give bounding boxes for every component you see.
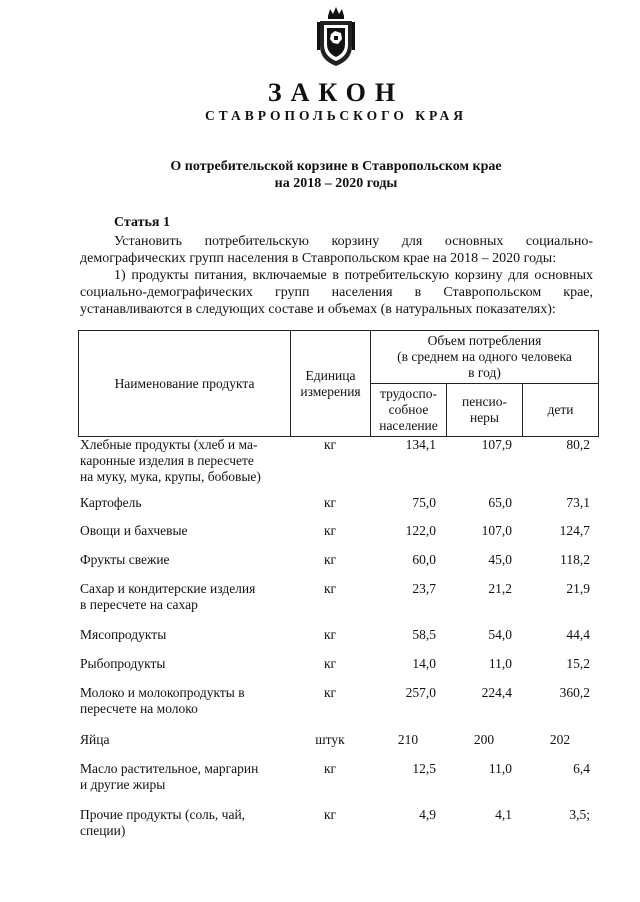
- children-value: 118,2: [560, 552, 590, 567]
- table-row: [78, 656, 598, 672]
- product-name: [78, 807, 290, 839]
- children-value: 202: [549, 732, 571, 747]
- children-value: 6,4: [573, 761, 590, 776]
- consumption-table: [78, 330, 598, 838]
- product-name: [78, 627, 290, 643]
- header-volume: Объем потребления (в среднем на одного человека в год): [371, 331, 599, 384]
- children-value: 360,2: [559, 685, 590, 700]
- product-name-line: пересчете на молоко: [80, 701, 198, 716]
- pension-value: 21,2: [488, 581, 512, 596]
- header-unit: Единица измерения: [291, 331, 371, 437]
- table-row: [78, 581, 598, 613]
- unit-cell: кг: [323, 656, 337, 671]
- document-heading-line: на 2018 – 2020 годы: [274, 176, 398, 191]
- table-row: [78, 437, 598, 485]
- working-value: 58,5: [412, 627, 436, 642]
- article-paragraph: Установить потребительскую корзину для основных социально-демографических групп населения в Ставропольском крае на 2018 – 2020 годы:: [80, 234, 593, 266]
- product-name-line: Сахар и кондитерские изделия: [80, 581, 256, 596]
- table-row: [78, 495, 598, 511]
- product-name: [78, 581, 290, 613]
- product-name: [78, 685, 290, 717]
- product-name: [78, 523, 290, 539]
- pension-value: 224,4: [481, 685, 512, 700]
- children-value: 21,9: [566, 581, 590, 596]
- pension-value: 45,0: [488, 552, 512, 567]
- table-row: [78, 685, 598, 717]
- children-value: 80,2: [566, 437, 590, 452]
- document-heading-line: О потребительской корзине в Ставропольском крае: [170, 159, 502, 174]
- unit-cell: кг: [323, 685, 337, 700]
- unit-cell: кг: [323, 437, 337, 452]
- header-children: дети: [523, 384, 599, 437]
- pension-value: 54,0: [488, 627, 512, 642]
- unit-cell: кг: [323, 581, 337, 596]
- unit-cell: кг: [323, 761, 337, 776]
- article-title: Статья 1: [114, 215, 170, 230]
- working-value: 257,0: [405, 685, 436, 700]
- header-pensioners: пенсио- неры: [447, 384, 523, 437]
- product-name-line: Хлебные продукты (хлеб и ма-: [80, 437, 258, 452]
- product-name-line: Фрукты свежие: [80, 552, 170, 567]
- table-row: [78, 732, 598, 748]
- table-header: [78, 330, 599, 437]
- product-name-line: и другие жиры: [80, 777, 166, 792]
- product-name: [78, 732, 290, 748]
- header-product-name: Наименование продукта: [79, 331, 291, 437]
- unit-cell: кг: [323, 552, 337, 567]
- coat-of-arms-icon: [316, 6, 356, 68]
- product-name-line: на муку, мука, крупы, бобовые): [80, 469, 261, 484]
- working-value: 60,0: [412, 552, 436, 567]
- product-name: [78, 552, 290, 568]
- product-name-line: специи): [80, 823, 126, 838]
- product-name-line: Рыбопродукты: [80, 656, 166, 671]
- children-value: 44,4: [566, 627, 590, 642]
- pension-value: 107,9: [481, 437, 512, 452]
- table-row: [78, 807, 598, 839]
- header-working-population: трудоспо- собное население: [371, 384, 447, 437]
- product-name-line: Картофель: [80, 495, 142, 510]
- children-value: 124,7: [559, 523, 590, 538]
- law-subtitle: СТАВРОПОЛЬСКОГО КРАЯ: [204, 108, 468, 123]
- product-name-line: Прочие продукты (соль, чай,: [80, 807, 246, 822]
- working-value: 134,1: [405, 437, 436, 452]
- product-name: [78, 495, 290, 511]
- table-row: [78, 523, 598, 539]
- children-value: 15,2: [566, 656, 590, 671]
- working-value: 122,0: [405, 523, 436, 538]
- unit-cell: штук: [315, 732, 345, 747]
- working-value: 23,7: [412, 581, 436, 596]
- product-name: [78, 761, 290, 793]
- pension-value: 107,0: [481, 523, 512, 538]
- product-name-line: Мясопродукты: [80, 627, 167, 642]
- unit-cell: кг: [323, 495, 337, 510]
- article-paragraph: 1) продукты питания, включаемые в потребительскую корзину для основных социально-демографических групп населения в Ставропольском крае, устанавливаются в следующих составе и объемах (в натуральных показателях):: [80, 268, 593, 317]
- table-row: [78, 627, 598, 643]
- product-name-line: Масло растительное, маргарин: [80, 761, 259, 776]
- unit-cell: кг: [323, 807, 337, 822]
- product-name: [78, 437, 290, 485]
- document-heading: [0, 158, 640, 192]
- working-value: 12,5: [412, 761, 436, 776]
- pension-value: 11,0: [488, 761, 512, 776]
- product-name-line: Яйца: [80, 732, 110, 747]
- table-row: [78, 552, 598, 568]
- children-value: 3,5;: [569, 807, 590, 822]
- product-name-line: Молоко и молокопродукты в: [80, 685, 245, 700]
- unit-cell: кг: [323, 523, 337, 538]
- pension-value: 65,0: [488, 495, 512, 510]
- working-value: 14,0: [412, 656, 436, 671]
- working-value: 4,9: [419, 807, 436, 822]
- unit-cell: кг: [323, 627, 337, 642]
- product-name: [78, 656, 290, 672]
- pension-value: 200: [473, 732, 495, 747]
- pension-value: 11,0: [488, 656, 512, 671]
- product-name-line: в пересчете на сахар: [80, 597, 198, 612]
- product-name-line: Овощи и бахчевые: [80, 523, 188, 538]
- pension-value: 4,1: [495, 807, 512, 822]
- law-title: ЗАКОН: [267, 78, 405, 107]
- product-name-line: каронные изделия в пересчете: [80, 453, 254, 468]
- children-value: 73,1: [566, 495, 590, 510]
- working-value: 210: [397, 732, 419, 747]
- working-value: 75,0: [412, 495, 436, 510]
- table-row: [78, 761, 598, 793]
